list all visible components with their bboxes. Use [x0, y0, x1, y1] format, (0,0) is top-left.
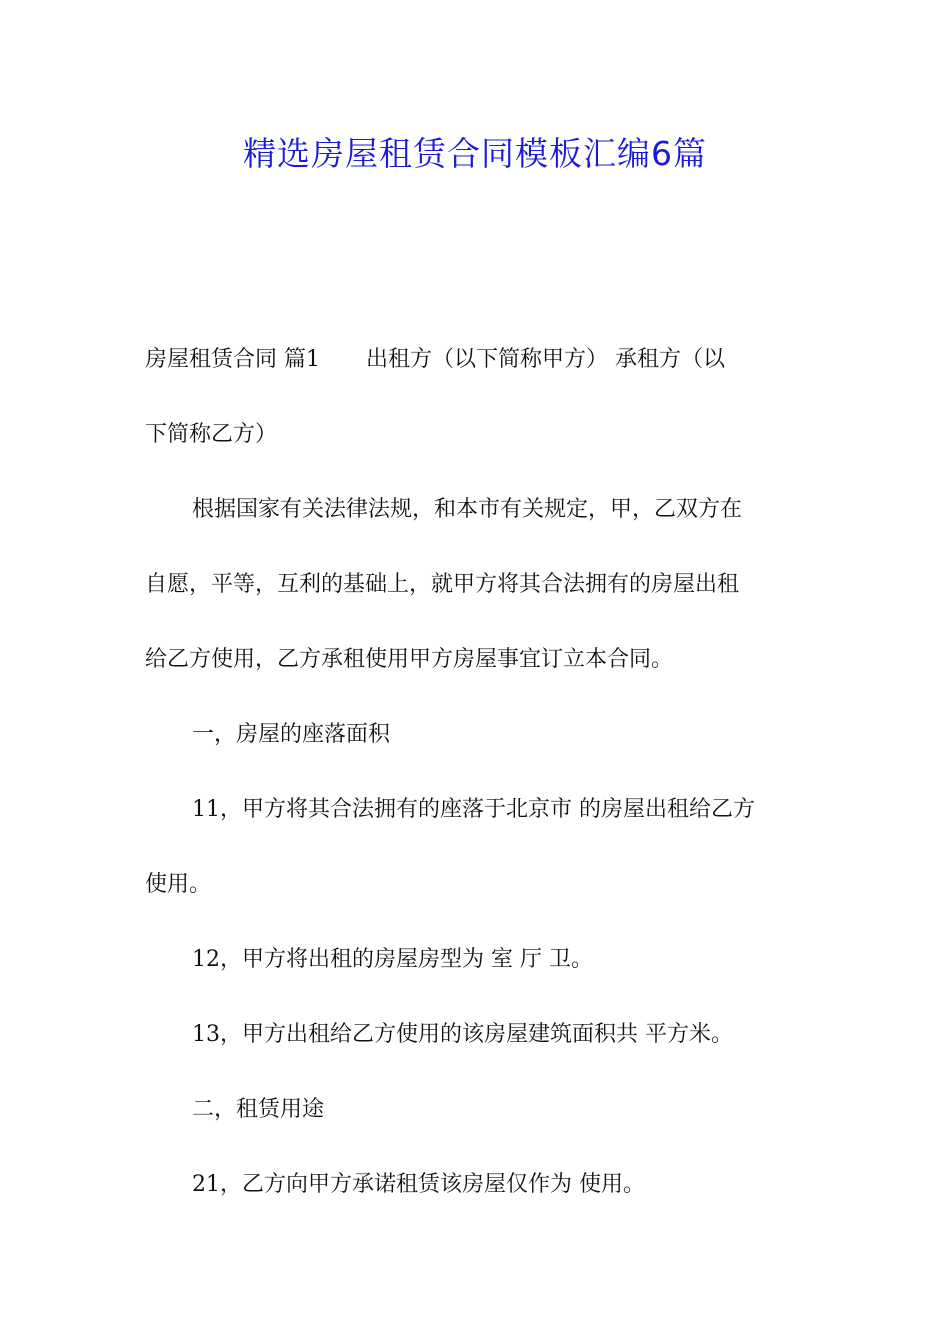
parties-text: 出租方（以下简称甲方） 承租方（以 — [366, 347, 725, 372]
paragraph-line: 根据国家有关法律法规，和本市有关规定，甲，乙双方在 — [192, 497, 743, 522]
clause-21: 21，乙方向甲方承诺租赁该房屋仅作为 使用。 — [192, 1172, 645, 1197]
clause-11-line-2: 使用。 — [145, 872, 212, 897]
paragraph-line: 自愿，平等，互利的基础上，就甲方将其合法拥有的房屋出租 — [145, 572, 740, 597]
page-title: 精选房屋租赁合同模板汇编6篇 — [243, 134, 707, 173]
clause-12: 12，甲方将出租的房屋房型为 室 厅 卫。 — [192, 947, 593, 972]
intro-line-2: 下简称乙方） — [145, 422, 278, 447]
section-heading: 房屋租赁合同 篇1 — [145, 347, 320, 372]
paragraph-line: 给乙方使用，乙方承租使用甲方房屋事宜订立本合同。 — [145, 647, 674, 672]
clause-heading-2: 二，租赁用途 — [192, 1097, 325, 1122]
clause-13: 13，甲方出租给乙方使用的该房屋建筑面积共 平方米。 — [192, 1022, 733, 1047]
intro-line-1 — [145, 322, 810, 397]
clause-11-line-1: 11，甲方将其合法拥有的座落于北京市 的房屋出租给乙方 — [192, 797, 755, 822]
clause-heading-1: 一，房屋的座落面积 — [192, 722, 391, 747]
